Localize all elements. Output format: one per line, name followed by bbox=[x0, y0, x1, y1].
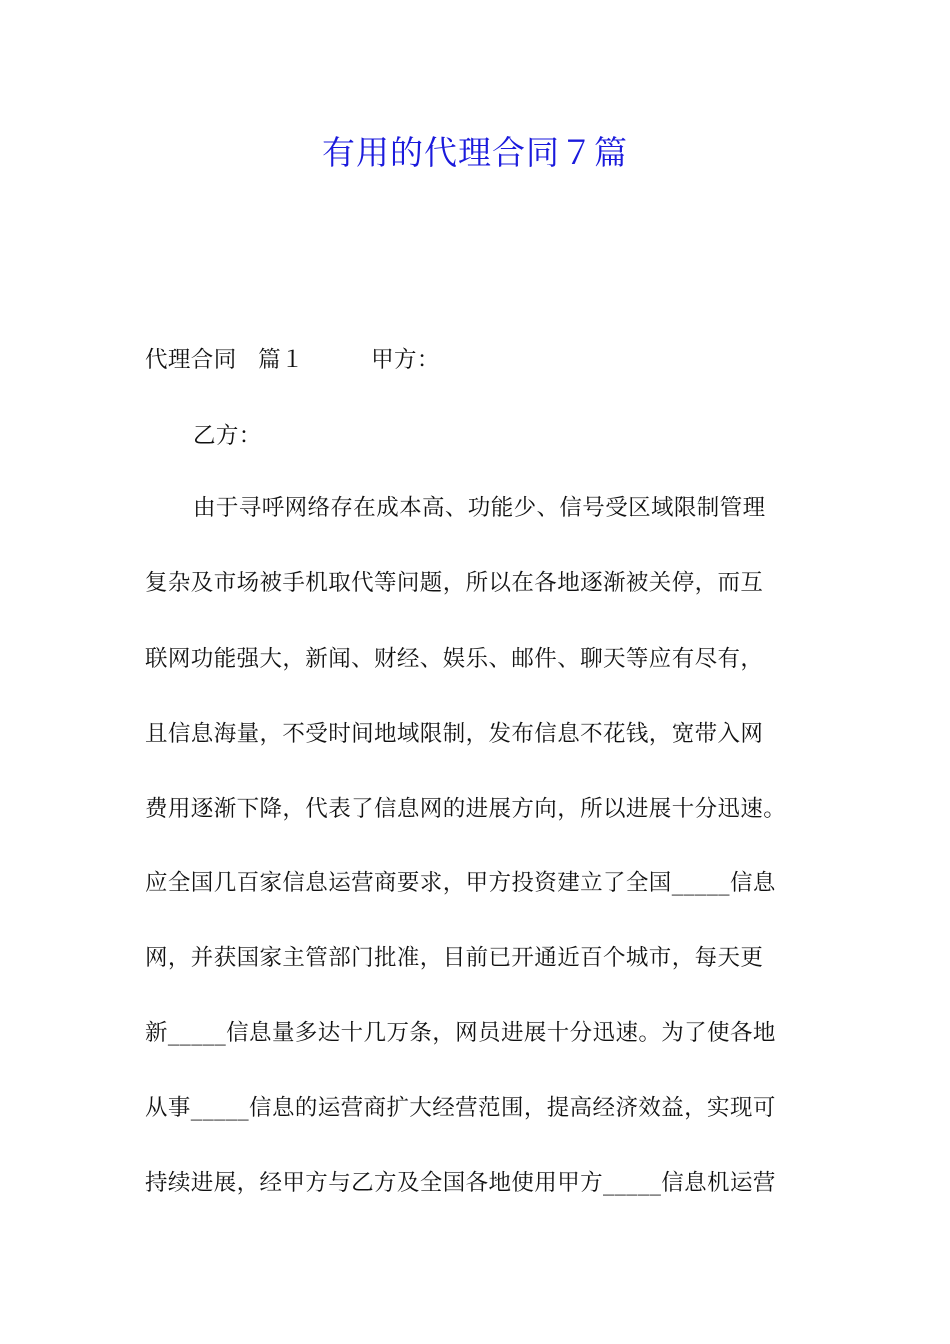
document-title: 有用的代理合同７篇 bbox=[322, 133, 628, 172]
party-a-label: 甲方： bbox=[371, 347, 440, 373]
body-line: 从事_____信息的运营商扩大经营范围，提高经济效益，实现可 bbox=[145, 1095, 776, 1121]
body-line: 新_____信息量多达十几万条，网员进展十分迅速。为了使各地 bbox=[145, 1020, 776, 1046]
party-b-label: 乙方： bbox=[193, 423, 262, 449]
body-line: 持续进展，经甲方与乙方及全国各地使用甲方_____信息机运营 bbox=[145, 1170, 776, 1196]
body-line: 复杂及市场被手机取代等问题，所以在各地逐渐被关停，而互 bbox=[145, 570, 764, 596]
body-line: 由于寻呼网络存在成本高、功能少、信号受区域限制管理 bbox=[193, 495, 766, 521]
section-label: 代理合同 bbox=[145, 347, 237, 373]
body-line: 网，并获国家主管部门批准，目前已开通近百个城市，每天更 bbox=[145, 945, 764, 971]
section-number: 篇１ bbox=[258, 347, 304, 373]
body-line: 应全国几百家信息运营商要求，甲方投资建立了全国_____信息 bbox=[145, 870, 776, 896]
section-heading-line bbox=[145, 343, 440, 377]
body-line: 费用逐渐下降，代表了信息网的进展方向，所以进展十分迅速。 bbox=[145, 796, 787, 822]
body-line: 联网功能强大，新闻、财经、娱乐、邮件、聊天等应有尽有， bbox=[145, 646, 764, 672]
body-line: 且信息海量，不受时间地域限制，发布信息不花钱，宽带入网 bbox=[145, 721, 764, 747]
